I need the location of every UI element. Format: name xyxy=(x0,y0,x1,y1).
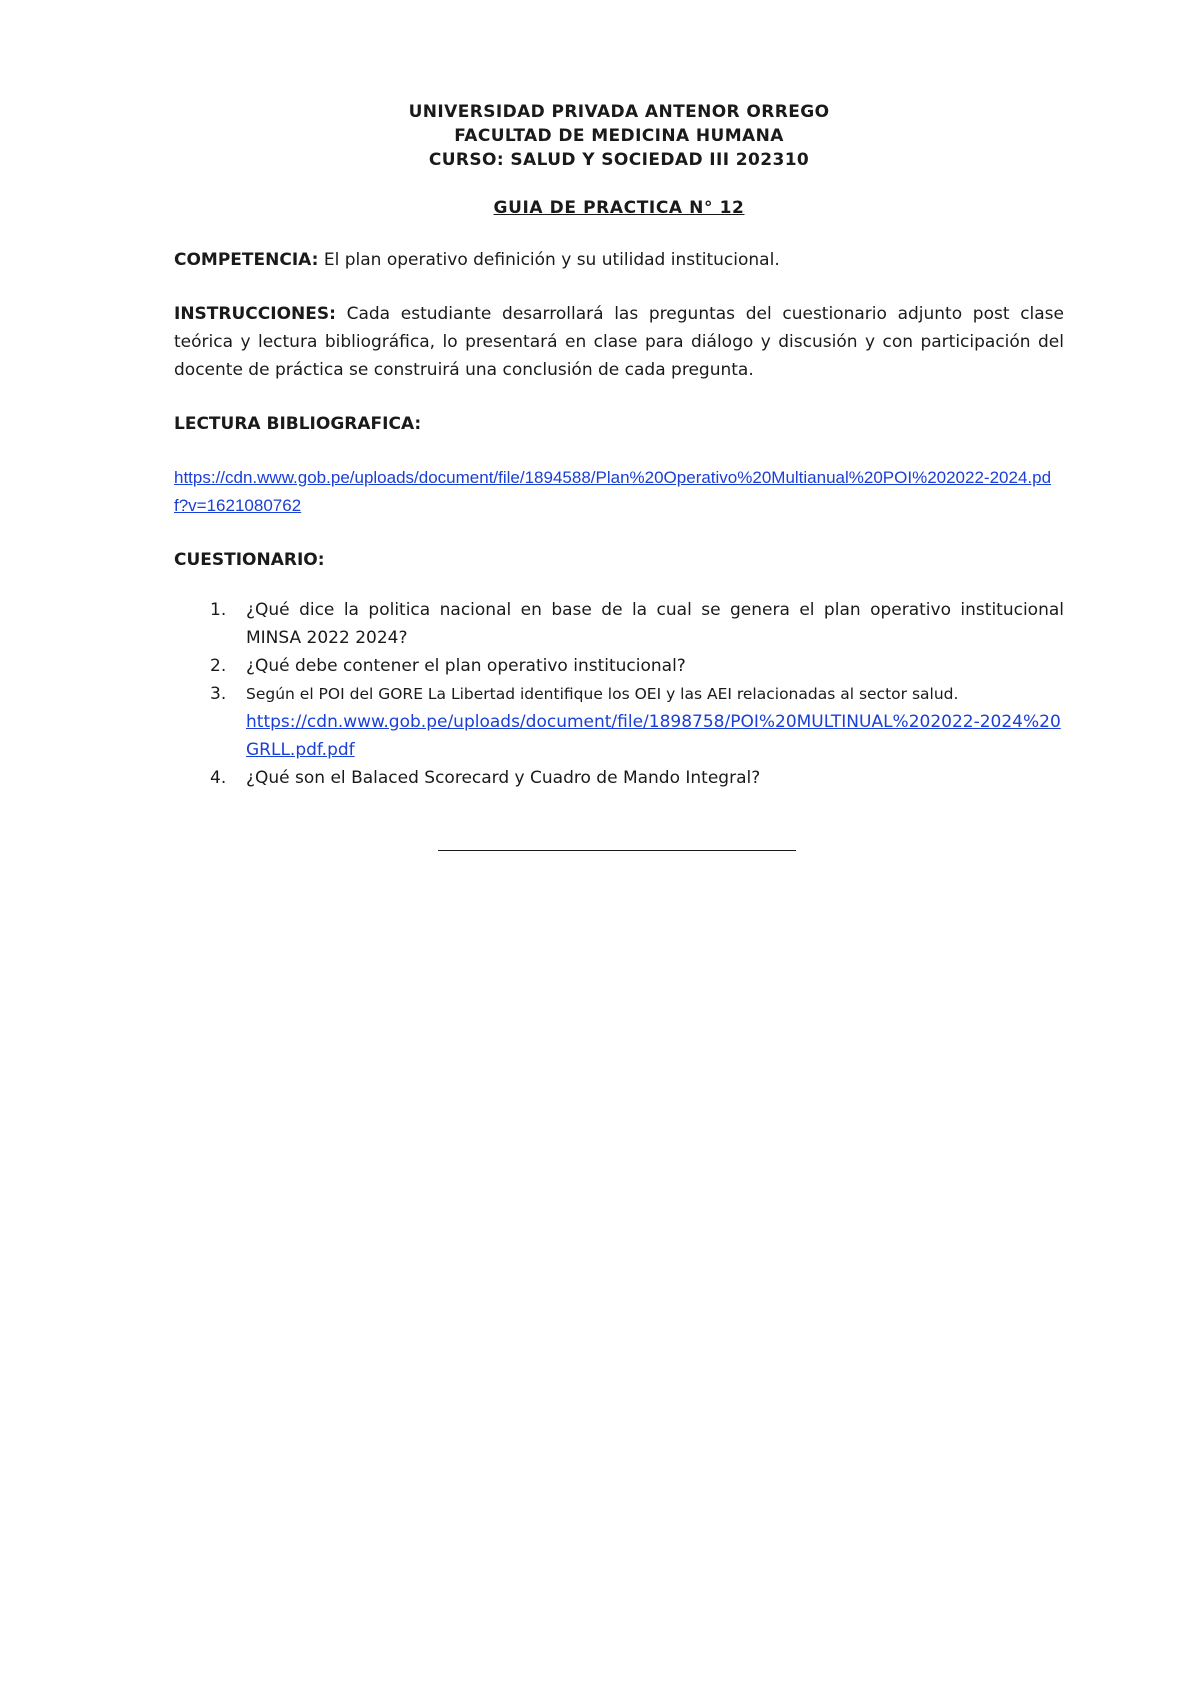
competencia-text: El plan operativo definición y su utilidad institucional. xyxy=(318,250,780,270)
instrucciones-label: INSTRUCCIONES: xyxy=(174,304,336,324)
cuestionario-label: CUESTIONARIO: xyxy=(174,550,325,570)
question-link[interactable]: https://cdn.www.gob.pe/uploads/document/file/1898758/POI%20MULTINUAL%202022-2024%20GRLL.pdf.pdf xyxy=(246,712,1061,760)
question-list xyxy=(174,596,1064,792)
guide-title: GUIA DE PRACTICA N° 12 xyxy=(493,198,745,218)
list-item xyxy=(174,764,1064,792)
lectura-link-block xyxy=(174,464,1064,520)
competencia-paragraph xyxy=(174,246,1064,274)
competencia-label: COMPETENCIA: xyxy=(174,250,319,270)
question-number: 2. xyxy=(210,656,227,676)
question-text: ¿Qué dice la politica nacional en base de la cual se genera el plan operativo institucional MINSA 2022 2024? xyxy=(246,600,1064,648)
lectura-heading xyxy=(174,410,1064,438)
list-item xyxy=(174,596,1064,652)
document-header xyxy=(174,100,1064,172)
question-number: 4. xyxy=(210,768,227,788)
course-name: CURSO: SALUD Y SOCIEDAD III 202310 xyxy=(428,150,810,170)
question-text: ¿Qué son el Balaced Scorecard y Cuadro de Mando Integral? xyxy=(246,768,761,788)
faculty-name: FACULTAD DE MEDICINA HUMANA xyxy=(454,126,784,146)
lectura-link[interactable]: https://cdn.www.gob.pe/uploads/document/file/1894588/Plan%20Operativo%20Multianual%20POI%202022-2024.pdf?v=1621080762 xyxy=(174,468,1052,515)
lectura-label: LECTURA BIBLIOGRAFICA: xyxy=(174,414,422,434)
list-item xyxy=(174,652,1064,680)
question-text: Según el POI del GORE La Libertad identifique los OEI y las AEI relacionadas al sector salud. xyxy=(246,685,959,703)
closing-rule xyxy=(438,850,796,851)
cuestionario-heading xyxy=(174,546,1064,574)
university-name: UNIVERSIDAD PRIVADA ANTENOR ORREGO xyxy=(408,102,830,122)
instrucciones-paragraph xyxy=(174,300,1064,384)
instrucciones-text: Cada estudiante desarrollará las preguntas del cuestionario adjunto post clase teórica y lectura bibliográfica, lo presentará en clase para diálogo y discusión y con participación del docente de práctica se construirá una conclusión de cada pregunta. xyxy=(174,304,1064,380)
question-text: ¿Qué debe contener el plan operativo institucional? xyxy=(246,656,686,676)
list-item xyxy=(174,680,1064,764)
question-number: 3. xyxy=(210,684,227,704)
question-number: 1. xyxy=(210,600,227,620)
